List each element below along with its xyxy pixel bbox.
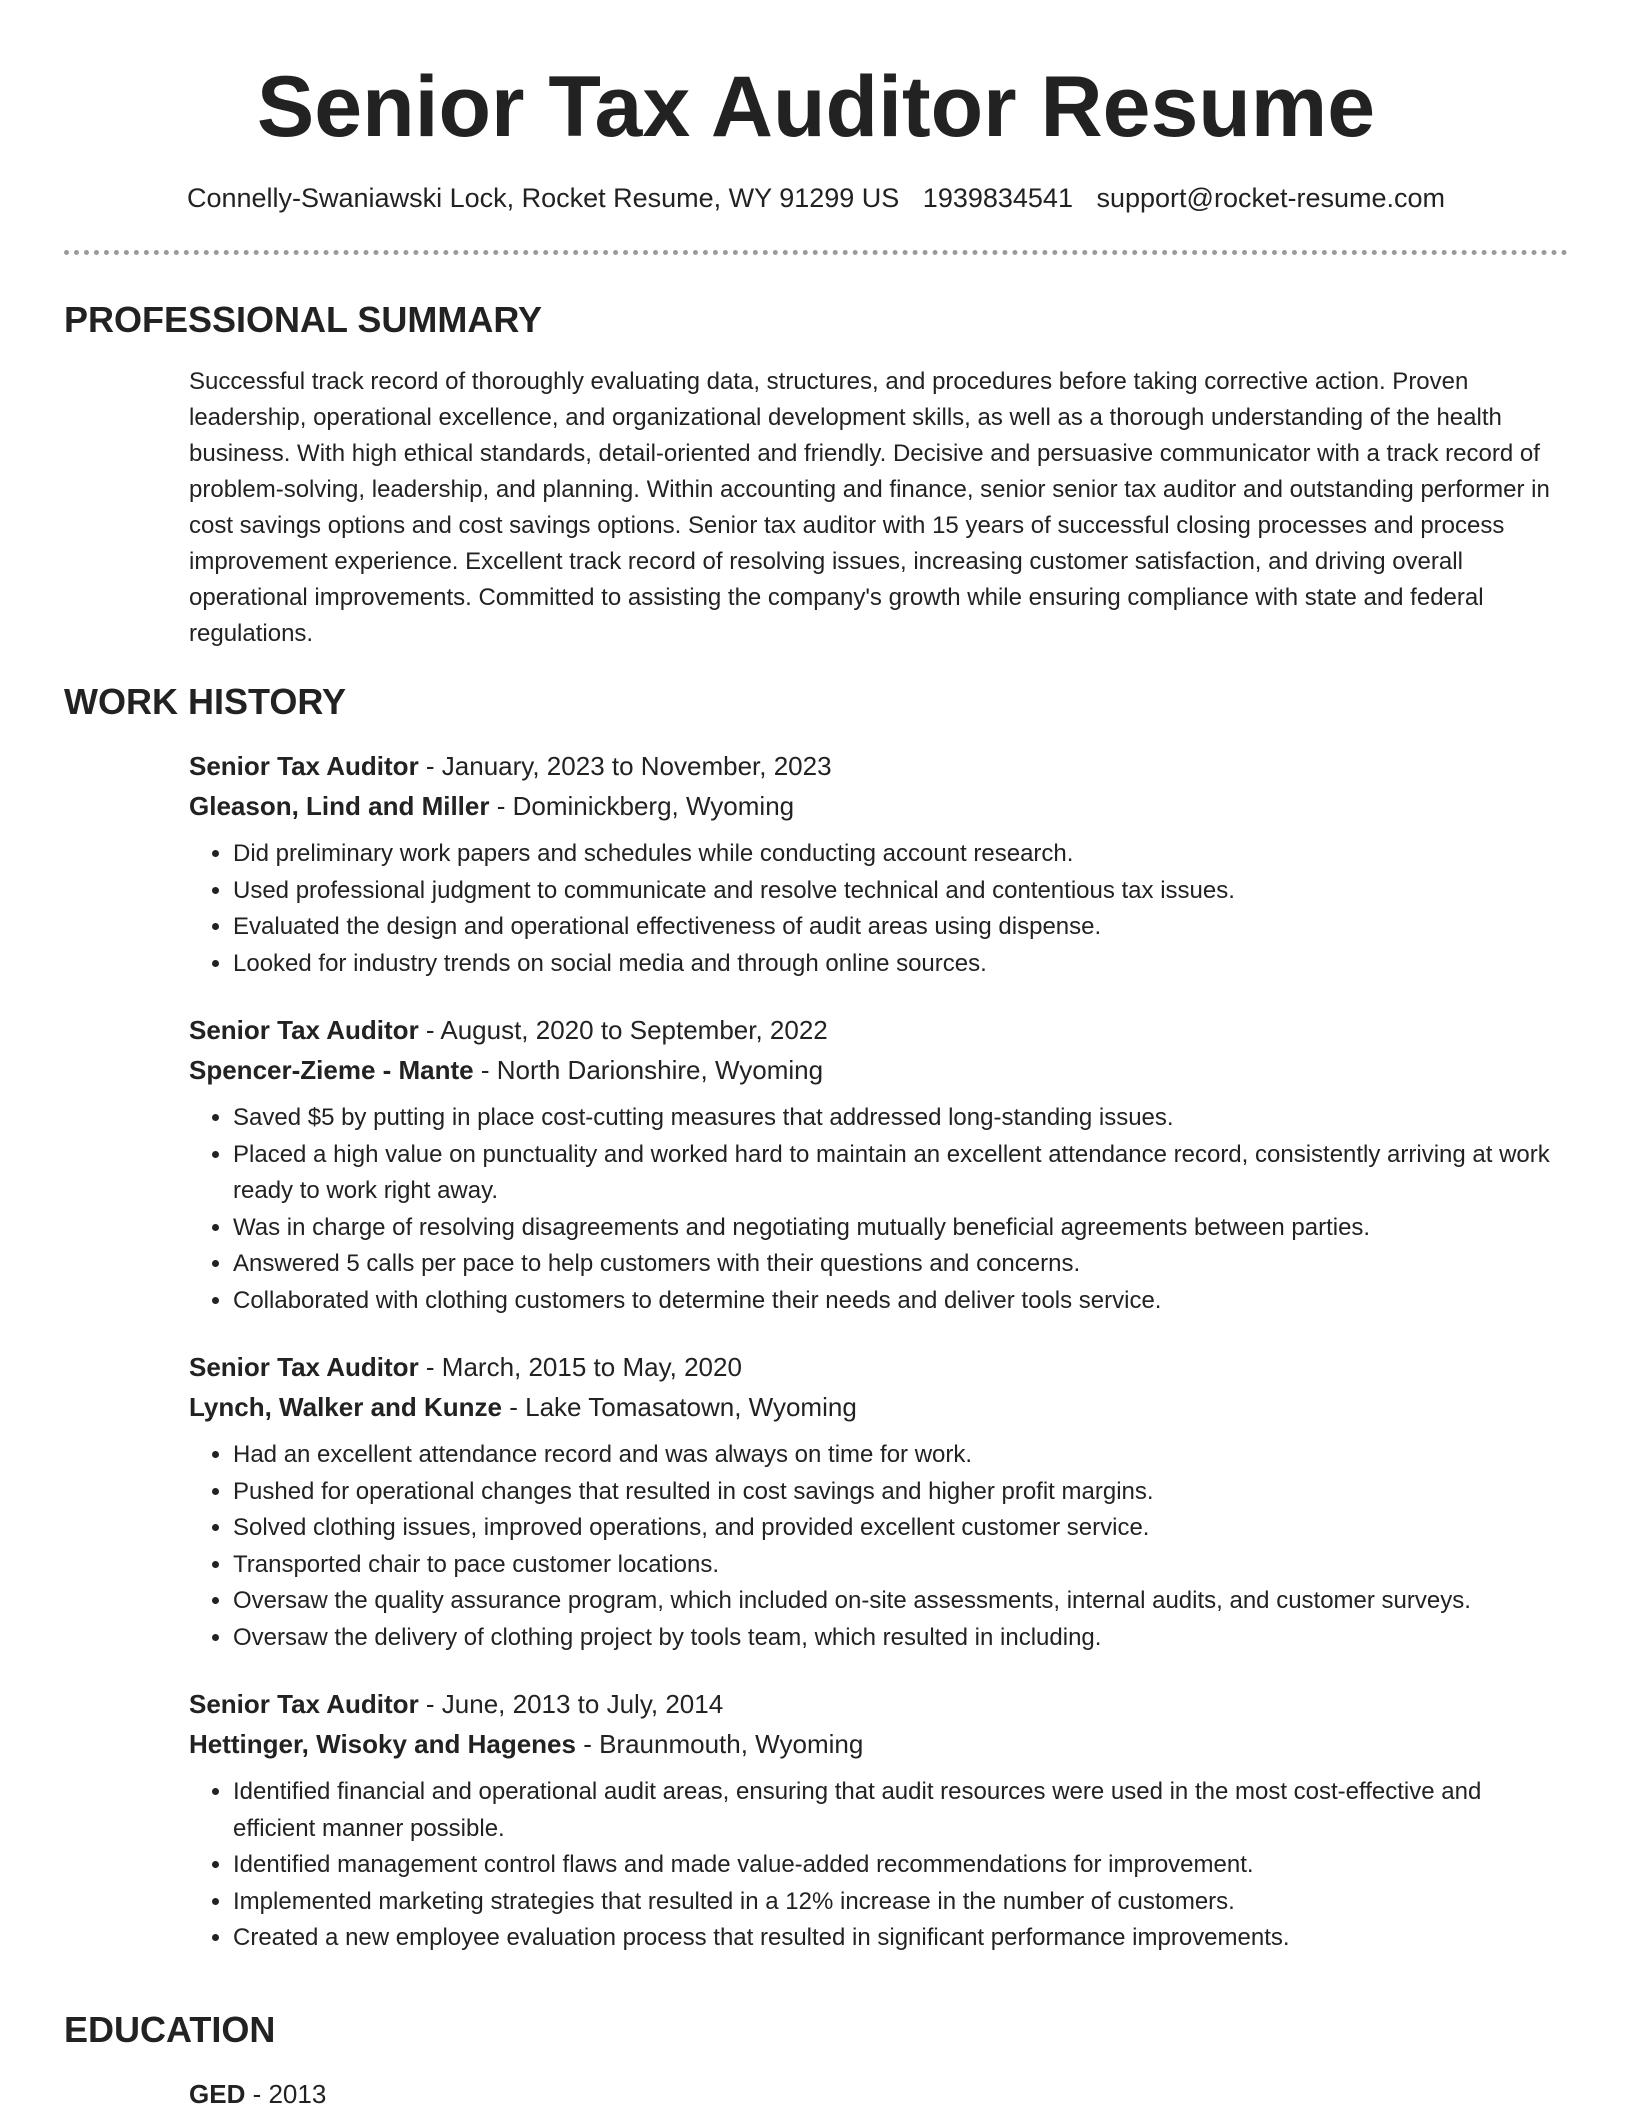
contact-address: Connelly-Swaniawski Lock, Rocket Resume, WY 91299 US (186, 183, 900, 213)
contact-email: support@rocket-resume.com (1096, 183, 1446, 213)
job-bullets (189, 1100, 1569, 1319)
job-bullet: • Did preliminary work papers and schedules while conducting account research. (233, 836, 1569, 873)
header-divider (64, 250, 1568, 255)
job-bullet: • Solved clothing issues, improved operations, and provided excellent customer service. (233, 1510, 1569, 1547)
job-title: Senior Tax Auditor (189, 1015, 419, 1045)
job-bullet: • Pushed for operational changes that resulted in cost savings and higher profit margins. (233, 1474, 1569, 1511)
job-location: - Braunmouth, Wyoming (575, 1729, 864, 1759)
job-bullet: • Created a new employee evaluation process that resulted in significant performance improvements. (233, 1920, 1569, 1957)
job-title-line (189, 1684, 1569, 1724)
job-company: Spencer-Zieme - Mante (189, 1055, 474, 1085)
job-bullet: • Looked for industry trends on social media and through online sources. (233, 946, 1569, 983)
job-title: Senior Tax Auditor (189, 1352, 419, 1382)
job-bullet: • Was in charge of resolving disagreements and negotiating mutually beneficial agreements between parties. (233, 1210, 1569, 1247)
job-company-line (189, 1050, 1569, 1090)
job-dates: - June, 2013 to July, 2014 (418, 1689, 724, 1719)
job-bullets (189, 1774, 1569, 1957)
job-bullet: • Saved $5 by putting in place cost-cutting measures that addressed long-standing issues. (233, 1100, 1569, 1137)
job-location: - North Darionshire, Wyoming (473, 1055, 824, 1085)
job-bullet: • Oversaw the delivery of clothing project by tools team, which resulted in including. (233, 1620, 1569, 1657)
job-entry (189, 1684, 1569, 1957)
education-year: - 2013 (245, 2079, 327, 2109)
summary-text: Successful track record of thoroughly evaluating data, structures, and procedures before taking corrective action. Proven leadership, operational excellence, and organizational development skills, as well as a thorough understanding of the health business. With high ethical standards, detail-oriented and friendly. Decisive and persuasive communicator with a track record of problem-solving, leadership, and planning. Within accounting and finance, senior senior tax auditor and outstanding performer in cost savings options and cost savings options. Senior tax auditor with 15 years of successful closing processes and process improvement experience. Excellent track record of resolving issues, increasing customer satisfaction, and driving overall operational improvements. Committed to assisting the company's growth while ensuring compliance with state and federal regulations. (189, 368, 1550, 647)
job-title-line (189, 746, 1569, 786)
job-title-line (189, 1347, 1569, 1387)
job-bullet: • Used professional judgment to communicate and resolve technical and contentious tax issues. (233, 873, 1569, 910)
job-bullet: • Transported chair to pace customer locations. (233, 1547, 1569, 1584)
job-bullet: • Identified financial and operational audit areas, ensuring that audit resources were used in the most cost-effective and efficient manner possible. (233, 1774, 1569, 1847)
job-bullet: • Collaborated with clothing customers to determine their needs and deliver tools service. (233, 1283, 1569, 1320)
job-company: Hettinger, Wisoky and Hagenes (189, 1729, 576, 1759)
job-bullets (189, 836, 1569, 982)
job-bullet: • Answered 5 calls per pace to help customers with their questions and concerns. (233, 1246, 1569, 1283)
job-location: - Dominickberg, Wyoming (489, 791, 795, 821)
job-entry (189, 1010, 1569, 1319)
job-company-line (189, 1724, 1569, 1764)
job-title: Senior Tax Auditor (189, 1689, 419, 1719)
job-dates: - August, 2020 to September, 2022 (418, 1015, 828, 1045)
job-bullet: • Oversaw the quality assurance program, which included on-site assessments, internal audits, and customer surveys. (233, 1583, 1569, 1620)
work-history-heading: WORK HISTORY (64, 681, 347, 722)
education-heading: EDUCATION (64, 2009, 276, 2050)
job-dates: - March, 2015 to May, 2020 (418, 1352, 742, 1382)
work-history-section (189, 746, 1569, 1985)
summary-section (189, 364, 1569, 652)
job-dates: - January, 2023 to November, 2023 (418, 751, 832, 781)
job-location: - Lake Tomasatown, Wyoming (502, 1392, 857, 1422)
resume-title: Senior Tax Auditor Resume (256, 59, 1376, 155)
contact-line (0, 180, 1632, 216)
job-entry (189, 746, 1569, 982)
job-company-line (189, 786, 1569, 826)
job-bullet: • Evaluated the design and operational effectiveness of audit areas using dispense. (233, 909, 1569, 946)
job-entry (189, 1347, 1569, 1656)
summary-heading: PROFESSIONAL SUMMARY (64, 299, 543, 340)
job-bullet: • Identified management control flaws and made value-added recommendations for improvement. (233, 1847, 1569, 1884)
contact-phone: 1939834541 (922, 183, 1073, 213)
job-bullets (189, 1437, 1569, 1656)
education-entry (189, 2074, 1569, 2114)
job-company: Gleason, Lind and Miller (189, 791, 490, 821)
job-title-line (189, 1010, 1569, 1050)
job-company-line (189, 1387, 1569, 1427)
job-bullet: • Had an excellent attendance record and was always on time for work. (233, 1437, 1569, 1474)
education-section (189, 2074, 1569, 2114)
job-title: Senior Tax Auditor (189, 751, 419, 781)
education-degree: GED (189, 2079, 246, 2109)
job-bullet: • Placed a high value on punctuality and worked hard to maintain an excellent attendance record, consistently arriving at work ready to work right away. (233, 1137, 1569, 1210)
job-bullet: • Implemented marketing strategies that resulted in a 12% increase in the number of customers. (233, 1884, 1569, 1921)
job-company: Lynch, Walker and Kunze (189, 1392, 503, 1422)
